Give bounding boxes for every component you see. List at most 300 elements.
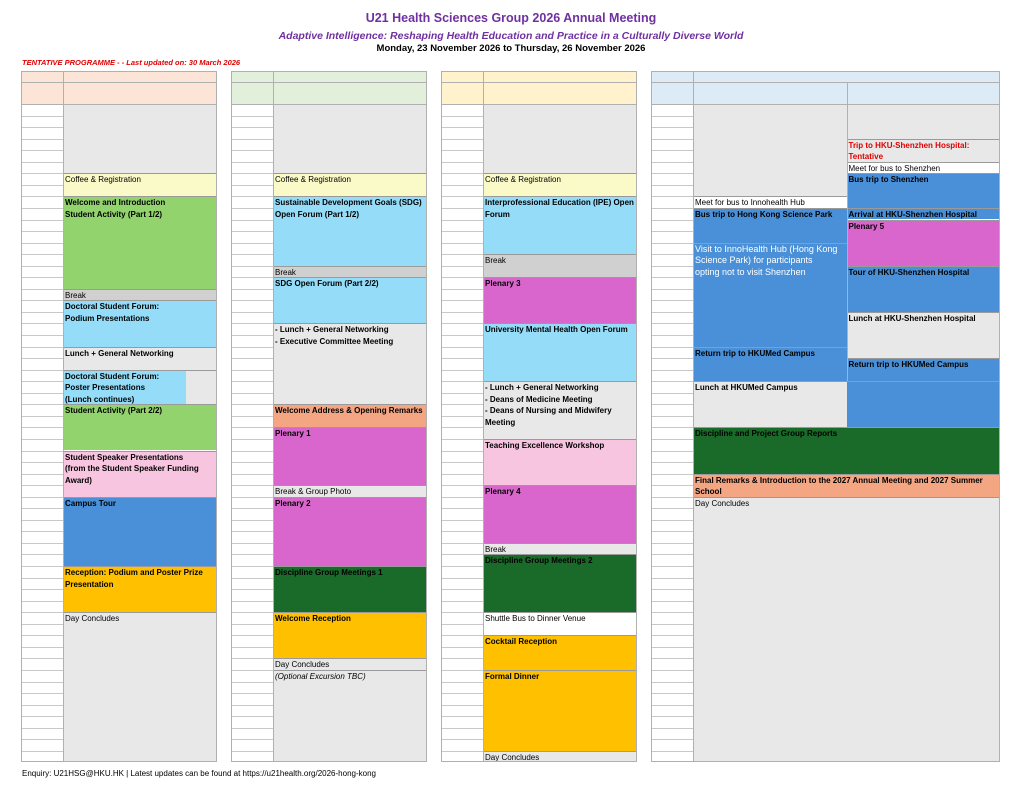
- time-slot: [441, 323, 483, 335]
- venue-label: [231, 82, 273, 104]
- row-border: [651, 761, 1000, 762]
- time-slot: [231, 612, 273, 624]
- row-gridline: [651, 150, 693, 151]
- row-gridline: [21, 116, 63, 117]
- row-gridline: [231, 578, 273, 579]
- row-gridline: [651, 658, 693, 659]
- time-slot: [21, 323, 63, 335]
- row-gridline: [21, 277, 63, 278]
- time-slot: [441, 451, 483, 463]
- time-slot: [651, 335, 693, 347]
- time-slot: [21, 693, 63, 705]
- time-slot: [21, 485, 63, 497]
- row-border: [231, 761, 427, 762]
- time-slot: [231, 624, 273, 636]
- time-slot: [441, 231, 483, 243]
- time-slot: [651, 485, 693, 497]
- time-slot: [441, 566, 483, 578]
- row-gridline: [21, 254, 63, 255]
- event-block: Plenary 3: [483, 277, 637, 323]
- time-header: [651, 71, 693, 82]
- row-gridline: [231, 347, 273, 348]
- event-block: Welcome Reception: [273, 612, 427, 658]
- time-slot: [441, 370, 483, 382]
- time-slot: [21, 520, 63, 532]
- row-gridline: [21, 705, 63, 706]
- time-slot: [231, 404, 273, 416]
- row-gridline: [231, 358, 273, 359]
- row-gridline: [231, 393, 273, 394]
- time-slot: [651, 566, 693, 578]
- row-gridline: [441, 751, 483, 752]
- column-border: [847, 82, 848, 381]
- row-gridline: [441, 462, 483, 463]
- event-block: [483, 104, 637, 173]
- row-gridline: [21, 601, 63, 602]
- time-slot: [441, 647, 483, 659]
- time-slot: [651, 370, 693, 382]
- time-slot: [651, 670, 693, 682]
- time-slot: [651, 243, 693, 255]
- row-gridline: [231, 139, 273, 140]
- row-gridline: [21, 612, 63, 613]
- row-gridline: [651, 300, 693, 301]
- row-gridline: [651, 243, 693, 244]
- row-gridline: [231, 370, 273, 371]
- event-block: Reception: Podium and Poster Prize Presentation: [63, 566, 217, 612]
- row-gridline: [21, 543, 63, 544]
- row-gridline: [651, 266, 693, 267]
- row-gridline: [231, 635, 273, 636]
- time-slot: [441, 416, 483, 428]
- time-slot: [441, 682, 483, 694]
- row-gridline: [441, 416, 483, 417]
- time-slot: [651, 554, 693, 566]
- row-gridline: [231, 566, 273, 567]
- time-slot: [651, 104, 693, 116]
- row-gridline: [441, 427, 483, 428]
- event-block: Trip to HKU-Shenzhen Hospital: Tentative: [847, 139, 1001, 162]
- row-gridline: [231, 716, 273, 717]
- event-block: Sustainable Development Goals (SDG) Open Forum (Part 1/2): [273, 196, 427, 265]
- time-slot: [231, 139, 273, 151]
- time-slot: [231, 358, 273, 370]
- time-slot: [651, 462, 693, 474]
- time-slot: [231, 427, 273, 439]
- row-gridline: [231, 751, 273, 752]
- row-gridline: [651, 323, 693, 324]
- row-gridline: [651, 416, 693, 417]
- time-slot: [441, 520, 483, 532]
- time-header: [231, 71, 273, 82]
- time-slot: [441, 150, 483, 162]
- row-gridline: [21, 335, 63, 336]
- event-block: Teaching Excellence Workshop: [483, 439, 637, 485]
- row-gridline: [21, 508, 63, 509]
- venue-label: [651, 82, 693, 104]
- row-gridline: [21, 381, 63, 382]
- time-slot: [441, 508, 483, 520]
- time-slot: [21, 508, 63, 520]
- time-slot: [651, 682, 693, 694]
- time-slot: [441, 358, 483, 370]
- row-gridline: [231, 612, 273, 613]
- row-gridline: [231, 647, 273, 648]
- row-border: [21, 761, 217, 762]
- row-gridline: [651, 393, 693, 394]
- event-block: Coffee & Registration: [483, 173, 637, 196]
- row-border: [441, 71, 637, 72]
- time-slot: [441, 266, 483, 278]
- row-gridline: [651, 566, 693, 567]
- row-gridline: [441, 323, 483, 324]
- row-gridline: [651, 254, 693, 255]
- row-gridline: [231, 693, 273, 694]
- row-gridline: [651, 624, 693, 625]
- row-gridline: [21, 162, 63, 163]
- row-gridline: [21, 451, 63, 452]
- row-gridline: [441, 601, 483, 602]
- row-border: [231, 104, 427, 105]
- row-gridline: [441, 647, 483, 648]
- day-heading: [273, 71, 427, 82]
- time-slot: [21, 647, 63, 659]
- time-slot: [231, 647, 273, 659]
- row-gridline: [651, 127, 693, 128]
- time-slot: [21, 358, 63, 370]
- row-gridline: [231, 739, 273, 740]
- time-slot: [441, 439, 483, 451]
- row-gridline: [231, 289, 273, 290]
- event-block: Plenary 5: [847, 220, 1001, 266]
- time-slot: [651, 266, 693, 278]
- time-slot: [231, 162, 273, 174]
- time-slot: [21, 612, 63, 624]
- row-gridline: [441, 358, 483, 359]
- row-border: [651, 104, 1000, 105]
- venue-value-b: [847, 82, 1001, 104]
- row-gridline: [21, 196, 63, 197]
- row-gridline: [651, 474, 693, 475]
- row-gridline: [441, 485, 483, 486]
- row-gridline: [441, 243, 483, 244]
- time-slot: [651, 185, 693, 197]
- row-gridline: [21, 670, 63, 671]
- row-gridline: [231, 335, 273, 336]
- time-slot: [231, 289, 273, 301]
- event-block: Day Concludes: [63, 612, 217, 762]
- row-gridline: [651, 231, 693, 232]
- row-gridline: [21, 439, 63, 440]
- time-slot: [21, 601, 63, 613]
- time-slot: [651, 647, 693, 659]
- time-slot: [441, 208, 483, 220]
- row-gridline: [441, 381, 483, 382]
- event-block: Break: [273, 266, 427, 278]
- row-gridline: [441, 196, 483, 197]
- time-slot: [651, 381, 693, 393]
- time-slot: [651, 531, 693, 543]
- event-block: Plenary 4: [483, 485, 637, 543]
- row-gridline: [441, 635, 483, 636]
- row-gridline: [441, 474, 483, 475]
- row-gridline: [21, 474, 63, 475]
- time-slot: [231, 485, 273, 497]
- row-gridline: [441, 127, 483, 128]
- row-gridline: [651, 601, 693, 602]
- time-slot: [651, 658, 693, 670]
- time-slot: [651, 220, 693, 232]
- time-slot: [651, 277, 693, 289]
- event-block: Plenary 1: [273, 427, 427, 485]
- row-gridline: [441, 716, 483, 717]
- time-slot: [651, 300, 693, 312]
- row-gridline: [231, 462, 273, 463]
- row-gridline: [231, 404, 273, 405]
- row-gridline: [21, 347, 63, 348]
- column-border: [21, 71, 22, 762]
- row-gridline: [651, 370, 693, 371]
- time-slot: [231, 451, 273, 463]
- row-gridline: [231, 485, 273, 486]
- row-gridline: [21, 624, 63, 625]
- time-slot: [651, 508, 693, 520]
- row-gridline: [231, 323, 273, 324]
- time-slot: [231, 196, 273, 208]
- time-slot: [231, 554, 273, 566]
- row-gridline: [651, 589, 693, 590]
- row-gridline: [21, 300, 63, 301]
- time-slot: [231, 185, 273, 197]
- time-slot: [441, 427, 483, 439]
- row-gridline: [21, 243, 63, 244]
- time-slot: [231, 716, 273, 728]
- time-slot: [441, 497, 483, 509]
- row-gridline: [441, 531, 483, 532]
- row-gridline: [21, 739, 63, 740]
- row-gridline: [231, 554, 273, 555]
- event-block: Coffee & Registration: [273, 173, 427, 196]
- row-gridline: [231, 196, 273, 197]
- row-gridline: [441, 589, 483, 590]
- row-gridline: [441, 566, 483, 567]
- event-block: Visit to InnoHealth Hub (Hong Kong Science Park) for participants opting not to visit Shenzhen: [693, 243, 847, 347]
- row-gridline: [21, 520, 63, 521]
- time-slot: [231, 658, 273, 670]
- time-slot: [231, 416, 273, 428]
- day-column-monday: [21, 71, 217, 766]
- time-slot: [231, 543, 273, 555]
- time-slot: [441, 127, 483, 139]
- event-block: Cocktail Reception: [483, 635, 637, 670]
- time-slot: [651, 416, 693, 428]
- time-slot: [651, 520, 693, 532]
- event-block: Discipline Group Meetings 1: [273, 566, 427, 612]
- time-slot: [441, 243, 483, 255]
- row-border: [21, 104, 217, 105]
- row-gridline: [231, 266, 273, 267]
- row-gridline: [441, 266, 483, 267]
- row-gridline: [231, 624, 273, 625]
- row-gridline: [231, 220, 273, 221]
- row-gridline: [441, 162, 483, 163]
- row-gridline: [651, 381, 693, 382]
- time-slot: [651, 589, 693, 601]
- row-gridline: [651, 554, 693, 555]
- event-block: Welcome Address & Opening Remarks: [273, 404, 427, 427]
- event-block: Meet for bus to Shenzhen: [847, 162, 1001, 174]
- row-gridline: [651, 185, 693, 186]
- row-gridline: [441, 612, 483, 613]
- event-block: Coffee & Registration: [63, 173, 217, 196]
- event-block: SDG Open Forum (Part 2/2): [273, 277, 427, 323]
- row-gridline: [231, 728, 273, 729]
- venue-value: [63, 82, 217, 104]
- row-gridline: [441, 670, 483, 671]
- event-block: [273, 104, 427, 173]
- row-gridline: [441, 347, 483, 348]
- time-slot: [21, 543, 63, 555]
- row-gridline: [651, 439, 693, 440]
- event-block: Formal Dinner: [483, 670, 637, 751]
- time-slot: [651, 312, 693, 324]
- time-slot: [231, 531, 273, 543]
- event-block: Arrival at HKU-Shenzhen Hospital: [847, 208, 1001, 220]
- time-slot: [231, 682, 273, 694]
- row-gridline: [441, 173, 483, 174]
- time-slot: [651, 208, 693, 220]
- time-slot: [231, 381, 273, 393]
- time-slot: [651, 289, 693, 301]
- event-block: Final Remarks & Introduction to the 2027 Annual Meeting and 2027 Summer School: [693, 474, 1000, 497]
- time-slot: [651, 404, 693, 416]
- row-gridline: [651, 427, 693, 428]
- event-block: - Lunch + General Networking - Deans of Medicine Meeting - Deans of Nursing and Midwifery Meeting: [483, 381, 637, 439]
- page-title: U21 Health Sciences Group 2026 Annual Meeting: [365, 11, 657, 25]
- time-slot: [21, 185, 63, 197]
- time-slot: [231, 173, 273, 185]
- column-border: [426, 71, 427, 762]
- event-block: Campus Tour: [63, 497, 217, 566]
- time-slot: [231, 370, 273, 382]
- row-gridline: [231, 243, 273, 244]
- row-gridline: [231, 312, 273, 313]
- time-slot: [441, 335, 483, 347]
- time-slot: [441, 601, 483, 613]
- time-slot: [441, 485, 483, 497]
- row-border: [651, 82, 1000, 83]
- time-slot: [231, 566, 273, 578]
- time-slot: [231, 323, 273, 335]
- row-gridline: [231, 254, 273, 255]
- venue-label: [21, 82, 63, 104]
- time-slot: [651, 451, 693, 463]
- row-gridline: [441, 116, 483, 117]
- event-block: Bus trip to Shenzhen: [847, 173, 1001, 208]
- time-slot: [231, 601, 273, 613]
- row-gridline: [651, 116, 693, 117]
- date-range: Monday, 23 November 2026 to Thursday, 26 November 2026: [376, 43, 646, 54]
- footer-enquiry: Enquiry: U21HSG@HKU.HK | Latest updates can be found at https://u21health.org/2026-hong-kong: [22, 769, 376, 778]
- event-block: Discipline Group Meetings 2: [483, 554, 637, 612]
- row-gridline: [441, 520, 483, 521]
- row-gridline: [231, 173, 273, 174]
- row-gridline: [231, 185, 273, 186]
- day-heading: [63, 71, 217, 82]
- row-gridline: [441, 277, 483, 278]
- row-gridline: [651, 277, 693, 278]
- time-slot: [651, 635, 693, 647]
- time-slot: [21, 162, 63, 174]
- row-gridline: [231, 127, 273, 128]
- row-border: [231, 71, 427, 72]
- time-slot: [231, 127, 273, 139]
- row-gridline: [21, 220, 63, 221]
- time-slot: [441, 554, 483, 566]
- row-gridline: [651, 751, 693, 752]
- column-border: [273, 71, 274, 762]
- row-gridline: [651, 635, 693, 636]
- event-block: Day Concludes: [483, 751, 637, 763]
- row-gridline: [21, 185, 63, 186]
- event-block: Break: [483, 254, 637, 277]
- row-border: [441, 82, 637, 83]
- row-gridline: [441, 439, 483, 440]
- row-gridline: [651, 508, 693, 509]
- row-gridline: [21, 647, 63, 648]
- column-border: [693, 71, 694, 762]
- venue-value: [483, 82, 637, 104]
- row-gridline: [231, 682, 273, 683]
- time-slot: [441, 531, 483, 543]
- row-gridline: [21, 682, 63, 683]
- event-block: [847, 104, 1001, 139]
- day-column-wednesday: [441, 71, 637, 766]
- day-heading: [693, 71, 1000, 82]
- time-slot: [21, 139, 63, 151]
- time-slot: [21, 416, 63, 428]
- row-gridline: [21, 312, 63, 313]
- time-slot: [651, 601, 693, 613]
- time-slot: [21, 682, 63, 694]
- time-slot: [651, 173, 693, 185]
- time-slot: [21, 404, 63, 416]
- time-slot: [231, 150, 273, 162]
- time-slot: [441, 289, 483, 301]
- row-gridline: [231, 439, 273, 440]
- event-block: Lunch + General Networking: [63, 347, 217, 370]
- time-slot: [651, 323, 693, 335]
- time-slot: [651, 196, 693, 208]
- row-gridline: [651, 404, 693, 405]
- time-slot: [231, 243, 273, 255]
- time-slot: [651, 231, 693, 243]
- time-slot: [21, 104, 63, 116]
- time-slot: [441, 462, 483, 474]
- row-gridline: [231, 277, 273, 278]
- time-slot: [441, 404, 483, 416]
- row-gridline: [651, 728, 693, 729]
- time-slot: [441, 716, 483, 728]
- time-slot: [441, 693, 483, 705]
- row-gridline: [441, 150, 483, 151]
- row-gridline: [651, 335, 693, 336]
- time-slot: [231, 578, 273, 590]
- time-slot: [651, 150, 693, 162]
- time-slot: [231, 739, 273, 751]
- row-gridline: [441, 497, 483, 498]
- event-block: Plenary 2: [273, 497, 427, 566]
